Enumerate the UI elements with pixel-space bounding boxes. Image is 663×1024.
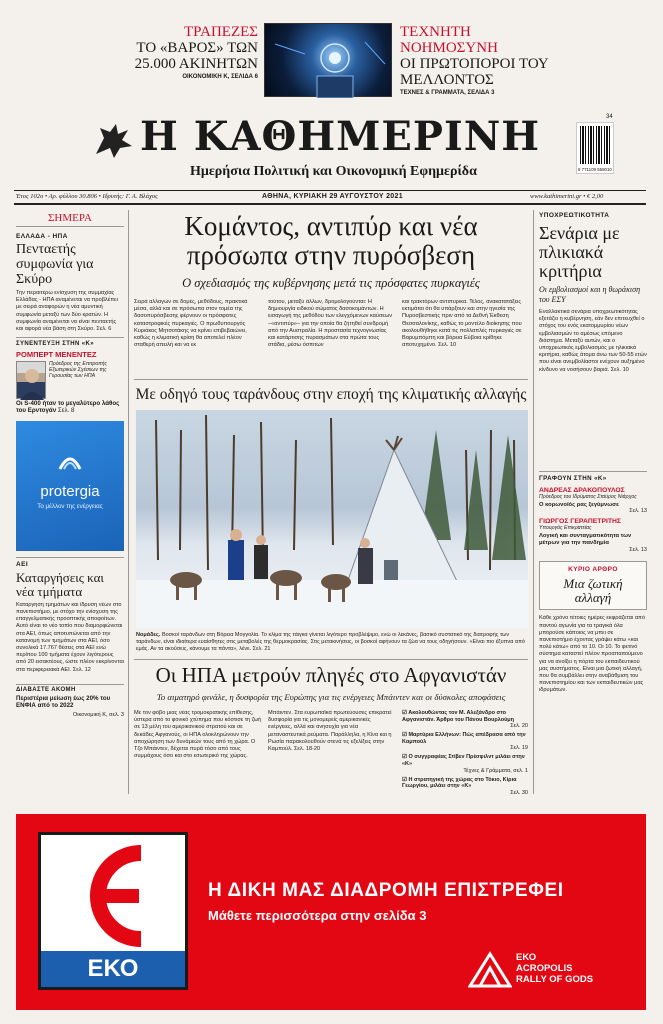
ad-tagline: Το μέλλον της ενέργειας xyxy=(37,502,103,510)
story-vaccines[interactable] xyxy=(539,212,647,467)
story-subhead: Οι εμβολιασμοί και η θωράκιση του ΕΣΥ xyxy=(539,285,641,304)
story-enfia[interactable] xyxy=(16,687,124,718)
related-link[interactable]: ☑ Ακολουθώντας τον Μ. Αλεξάνδρο στο Αφγανιστάν. Άρθρο του Πάνου Βουρλούμη Σελ. 20 xyxy=(402,710,528,730)
second-col-2: Μπάιντεν. Στα ευρωπαϊκά πρωτεύουσες επικρατεί δυσφορία για τις μονομερείς αμερικανικές ενέργειες, αλλά και ανησυχία για νέα μεταναστευτικά ρεύματα. Παράλληλα, η Κίνα και η Ρωσία παρακολουθούν στενά τις εξελίξεις στην Καμπούλ. Σελ. 18-20 xyxy=(268,710,392,753)
story-body: Καταργηση τμημάτων και ίδρυση νέων στο πανεπιστήμιο, με στόχο την ενίσχυση της επαγγελματικής προοπτικής αποφοίτων. Αυτό είναι το νέο τοπίο που διαμορφώνεται στα ΑΕΙ, όπως αποτυπώνεται από την κατανομή των τμημάτων στα ΑΕΙ, όσο συνολικά 17.767 θέσεις στα ΑΕΙ ενώ περίπου 100 τμήματα έχουν λιγότερους από 20 εισακτέους, ώστε πλέον εκκρίνονται στα περιφερειακά ΑΕΙ. Σελ. 12 xyxy=(16,601,124,673)
dateline-left: Έτος 102ο • Αρ. φύλλου 30.806 • Ιδρυτής: Γ. Α. Βλάχος xyxy=(16,193,158,200)
eko-ad[interactable] xyxy=(16,814,646,1010)
story-headline: Σενάρια με πλικιακά κριτήρια xyxy=(539,223,620,281)
dateline-date: ΑΘΗΝΑ, ΚΥΡΙΑΚΗ 29 ΑΥΓΟΥΣΤΟΥ 2021 xyxy=(262,193,403,200)
rally-logo-icon xyxy=(468,950,512,990)
section-today: ΣΗΜΕΡΑ xyxy=(16,212,124,227)
story-skyros[interactable] xyxy=(16,233,124,333)
portrait-icon xyxy=(17,362,47,400)
story-headline: Καταργήσεις και νέα τμήματα xyxy=(16,569,104,599)
top-teaser-left[interactable] xyxy=(110,24,258,80)
afghanistan-story[interactable] xyxy=(134,664,528,796)
ad-headline: Η ΔΙΚΗ ΜΑΣ ΔΙΑΔΡΟΜΗ ΕΠΙΣΤΡΕΦΕΙ xyxy=(208,880,564,901)
related-links xyxy=(402,710,528,796)
related-link[interactable]: ☑ Ο συγγραφέας Στίβεν Πρέσφιλντ μιλάει στην «Κ» Τέχνες & Γράμματα, σελ. 1 xyxy=(402,754,528,774)
teaser-ref: ΤΕΧΝΕΣ & ΓΡΑΜΜΑΤΑ, ΣΕΛΙΔΑ 3 xyxy=(400,90,495,96)
masthead-title: Η ΚΑΘΗΜΕΡΙΝΗ xyxy=(140,113,541,160)
right-column xyxy=(539,212,647,751)
second-subhead: Το αιματηρό φινάλε, η δυσφορία της Ευρώπης για τις ενέργειες Μπάιντεν και οι δύσκολες αποφάσεις xyxy=(156,692,506,702)
eko-brand-bar: ΕΚΟ xyxy=(41,951,185,987)
robot-figure-icon xyxy=(265,24,393,98)
second-col-1: Με τον φόβο μιας νέας τρομοκρατικής επίθεσης, ύστερα από το φονικό χτύπημα που κόστισε τη ζωή σε 13 μέλη του αμερικανικού στρατού και σε δεκάδες Αφγανούς, οι ΗΠΑ ολοκληρώνουν την αποχώρηση των δυνάμεών τους από τη χώρα. Ο Τζο Μπάιντεν, δέχεται πυρά τόσο από τους συμμάχους όσο και στο εσωτερικό της χώρας. xyxy=(134,710,262,760)
reindeer-photo[interactable] xyxy=(136,410,528,628)
photo-caption: Νομάδες. Βοσκοί ταράνδων στη Βόρεια Μογγολία. Το κλίμα της τάιγκα γίνεται λιγότερο προβλέψιμο, ενώ οι λεκάνες, βασικό συστατικό της διατροφής των ταράνδων, είναι ιδιαίτερα ευαίσθητες στις μεταβολές της θερμοκρασίας. Στις μετακινήσεις, οι βοσκοί αφήνουν τα ζώα να τους οδηγήσουν. «Είναι πιο έξυπνα από εμάς. Αν τα ακούσεις, κάνουμε τα πάντα», λένε. Σελ. 21 xyxy=(136,632,525,652)
check-icon: ☑ xyxy=(402,754,409,761)
check-icon: ☑ xyxy=(402,710,409,716)
ad-brand: protergia xyxy=(40,482,100,500)
masthead-subtitle: Ημερήσια Πολιτική και Οικονομική Εφημερίδα xyxy=(190,164,477,179)
issue-number: 34 xyxy=(606,114,613,120)
story-body: Εναλλακτικά σενάρια υποχρεωτικότητας εξετάζει η κυβέρνηση, εάν δεν επιτευχθεί ο στόχος του ενός εκατομμυρίου νέων εμβολιασμών το αμέσως επόμενο διάστημα. Μεταξύ αυτών, και ο υποχρεωτικός εμβολιασμός με ηλικιακά κριτήρια, καθώς άτομα άνω των 50-55 ετών που είναι ανεμβολίαστοι ενέχουν αυξημένο κίνδυνο να νοσήσουν βαριά. Σελ. 10 xyxy=(539,309,647,373)
related-link[interactable]: ☑ Η στρατηγική της χώρας στο Τόκιο, Κίρια Γεωργίου, μιλάει στην «Κ» Σελ. 30 xyxy=(402,776,528,796)
check-icon: ☑ xyxy=(402,732,409,739)
protergia-ad[interactable] xyxy=(16,421,124,551)
lead-headline: Κομάντος, αντιπύρ και νέα πρόσωπα στην πυρόσβεση xyxy=(184,211,478,270)
left-column xyxy=(16,212,124,718)
check-icon: ☑ xyxy=(402,776,409,783)
rally-text: ΕΚΟ ACROPOLIS RALLY OF GODS xyxy=(516,952,594,985)
editorial-body: Κάθε χρόνο τέτοιες ημέρες εκφράζεται από παντού αγωνία για τα τραγικά όλα μπορούσε κάποιος να μπει σε πανεπιστήμιο έχοντας γράψει κάτω «και πολύ κάτω» από το 10. Οι 10. Το φετινό σύστημα καταστεί πλέον προαπαιτούμενο για να ανοίξει η πόρτα του εκπαιδευτικού μας συστήματος. Είναι μια ζωτική αλλαγή, που θα συμβάλλει στην αναβάθμιση του πανεπιστημίου και των εκπαιδευτικών μας ιδρυμάτων. xyxy=(539,615,646,694)
barcode-number: 9 771109 558010 xyxy=(578,167,612,172)
story-headline: Πενταετής συμφωνία για Σκύρο xyxy=(16,242,94,287)
teaser-title: ΤΟ «ΒΑΡΟΣ» ΤΩΝ 25.000 ΑΚΙΝΗΤΩΝ xyxy=(134,40,258,72)
griffin-logo-icon xyxy=(92,118,136,162)
lead-col-2: τούτου, μεταξύ άλλων, δρομολογούνται: Η δημιουργία ειδικού σώματος δασοκομάντων. Η εισαγωγή της μεθόδου των ελεγχόμενων καύσεων –«αντιπύρ»– για την οποία θα ζητηθεί συνδρομή από την Αυστραλία. Η προστασία τεχνογνωσίας και κατάρτισης πυρασμάτων στα πρώτα τους στάδια, μέσω όσπιτων xyxy=(268,299,393,349)
editorial-headline: Μια ζωτική αλλαγή xyxy=(563,576,623,606)
opinion-item[interactable]: ΑΝΔΡΕΑΣ ΔΡΑΚΟΠΟΥΛΟΣ Πρόεδρος του Ιδρύματος Σταύρος Νιάρχος Ο κορωνοϊός ρας ξεγύμνωσε Σελ. 13 xyxy=(539,487,647,515)
story-kicker: ΔΙΑΒΑΣΤΕ ΑΚΟΜΗ xyxy=(16,686,76,693)
opinion-item[interactable]: ΓΙΩΡΓΟΣ ΓΕΡΑΠΕΤΡΙΤΗΣ Υπουργός Επικρατείας Λογική και συνταγματικότητα των μέτρων για την πανδημία Σελ. 13 xyxy=(539,518,647,554)
lead-col-1: Σειρά αλλαγών σε δομές, μεθόδους, πρακτικά μέσα, αλλά και σε πρόσωπα στον τομέα της δασοπυρόσβεσης φέρνουν οι πρόσφατες καταστροφικές πυρκαγιές. Ο πρωθυπουργός Κυριάκος Μητσοτάκης να κρίνει επιβεβαιώνει, καθώς η κλιματική κρίση θα αποτελεί πλέον σταθερή απειλή και να εκ xyxy=(134,299,248,349)
story-headline: Περιστέρια μείωση έως 20% του ΕΝΦΙΑ από το 2022 xyxy=(16,694,111,710)
lead-col-3: και τρακτόρων αντιπυρικα. Τέλος, ανακατατάξεις εκτιμάται ότι θα υπάρξουν και στην ηγεσία της Πυροσβεστικής πριν από τα Δεθνή Έκθεση Θεσσαλονίκης, καθώς το μοντέλο διοίκησης που ακολουθήθηκε κατά τις πολλαπλές πυρκαγιές σε Βαρυμπόμπη και βόρεια Εύβοια κρίθηκε αποτυχημένο. Σελ. 10 xyxy=(402,299,522,349)
eko-e-symbol-icon xyxy=(61,841,171,951)
teaser-title: ΟΙ ΠΡΩΤΟΠΟΡΟΙ ΤΟΥ ΜΕΛΛΟΝΤΟΣ xyxy=(400,56,549,88)
story-kicker: ΑΕΙ xyxy=(16,560,29,568)
interview-quote: Οι S-400 ήταν το μεγαλύτερο λάθος του Ερντογάν Σελ. 8 xyxy=(16,400,120,415)
interview-kicker: ΣΥΝΕΝΤΕΥΞΗ ΣΤΗΝ «Κ» xyxy=(16,341,95,347)
story-kicker: ΥΠΟΧΡΕΩΤΙΚΟΤΗΤΑ xyxy=(539,212,610,219)
lead-story[interactable] xyxy=(134,212,528,357)
related-link[interactable]: ☑ Μαρτύρια Ελλήνων: Πώς απέδρασα από την Καμπούλ Σελ. 19 xyxy=(402,732,528,752)
teaser-ref: ΟΙΚΟΝΟΜΙΚΗ Κ, ΣΕΛΙΔΑ 6 xyxy=(182,74,258,80)
lead-subhead: Ο σχεδιασμός της κυβέρνησης μετά τις πρόσφατες πυρκαγιές xyxy=(182,276,480,290)
ad-subline: Μάθετε περισσότερα στην σελίδα 3 xyxy=(208,908,427,923)
teaser-image-ai[interactable] xyxy=(264,23,392,97)
editorial-label: ΚΥΡΙΟ ΑΡΘΡΟ xyxy=(568,566,618,574)
top-teaser-right[interactable] xyxy=(400,24,560,96)
reindeer-herders-scene xyxy=(136,410,528,628)
opinion-label: ΓΡΑΦΟΥΝ ΣΤΗΝ «Κ» xyxy=(539,475,607,482)
story-ref: Οικονομική Κ, σελ. 3 xyxy=(72,711,124,718)
dateline-right[interactable]: www.kathimerini.gr • € 2,00 xyxy=(530,193,604,200)
person-photo xyxy=(16,361,46,399)
interview-role: Πρόεδρος της Επιτροπής Εξωτερικών Σχέσεων της Γερουσίας των ΗΠΑ xyxy=(49,361,108,380)
second-headline: Οι ΗΠΑ μετρούν πληγές στο Αφγανιστάν xyxy=(155,663,507,687)
story-universities[interactable] xyxy=(16,561,124,681)
story-kicker: ΕΛΛΑΔΑ - ΗΠΑ xyxy=(16,233,68,240)
barcode xyxy=(576,122,614,174)
photo-headline[interactable]: Με οδηγό τους ταράνδους στην εποχή της κλιματικής αλλαγής xyxy=(135,386,527,403)
story-body: Την περαιτέρω ενίσχυση της συμμαχίας Ελλάδας - ΗΠΑ αναμένεται να προβλέπει με σειρά αναφορών η νέα αμυντική συμφωνία μεταξύ των δύο κρατών. Η συμφωνία αναμένεται να είναι πενταετής και αφορά νέα βάση στη Σκύρο. Σελ. 6 xyxy=(16,290,118,333)
eko-logo xyxy=(38,832,188,990)
protergia-logo-icon xyxy=(56,449,84,477)
masthead xyxy=(0,110,663,185)
teaser-kicker: ΤΡΑΠΕΖΕΣ xyxy=(183,24,258,40)
teaser-kicker: ΤΕΧΝΗΤΗ ΝΟΗΜΟΣΥΝΗ xyxy=(400,24,498,56)
interview-name: ΡΟΜΠΕΡΤ ΜΕΝΕΝΤΕΖ xyxy=(16,350,97,359)
interview-menendez[interactable] xyxy=(16,341,124,415)
editorial-box[interactable] xyxy=(539,561,647,610)
